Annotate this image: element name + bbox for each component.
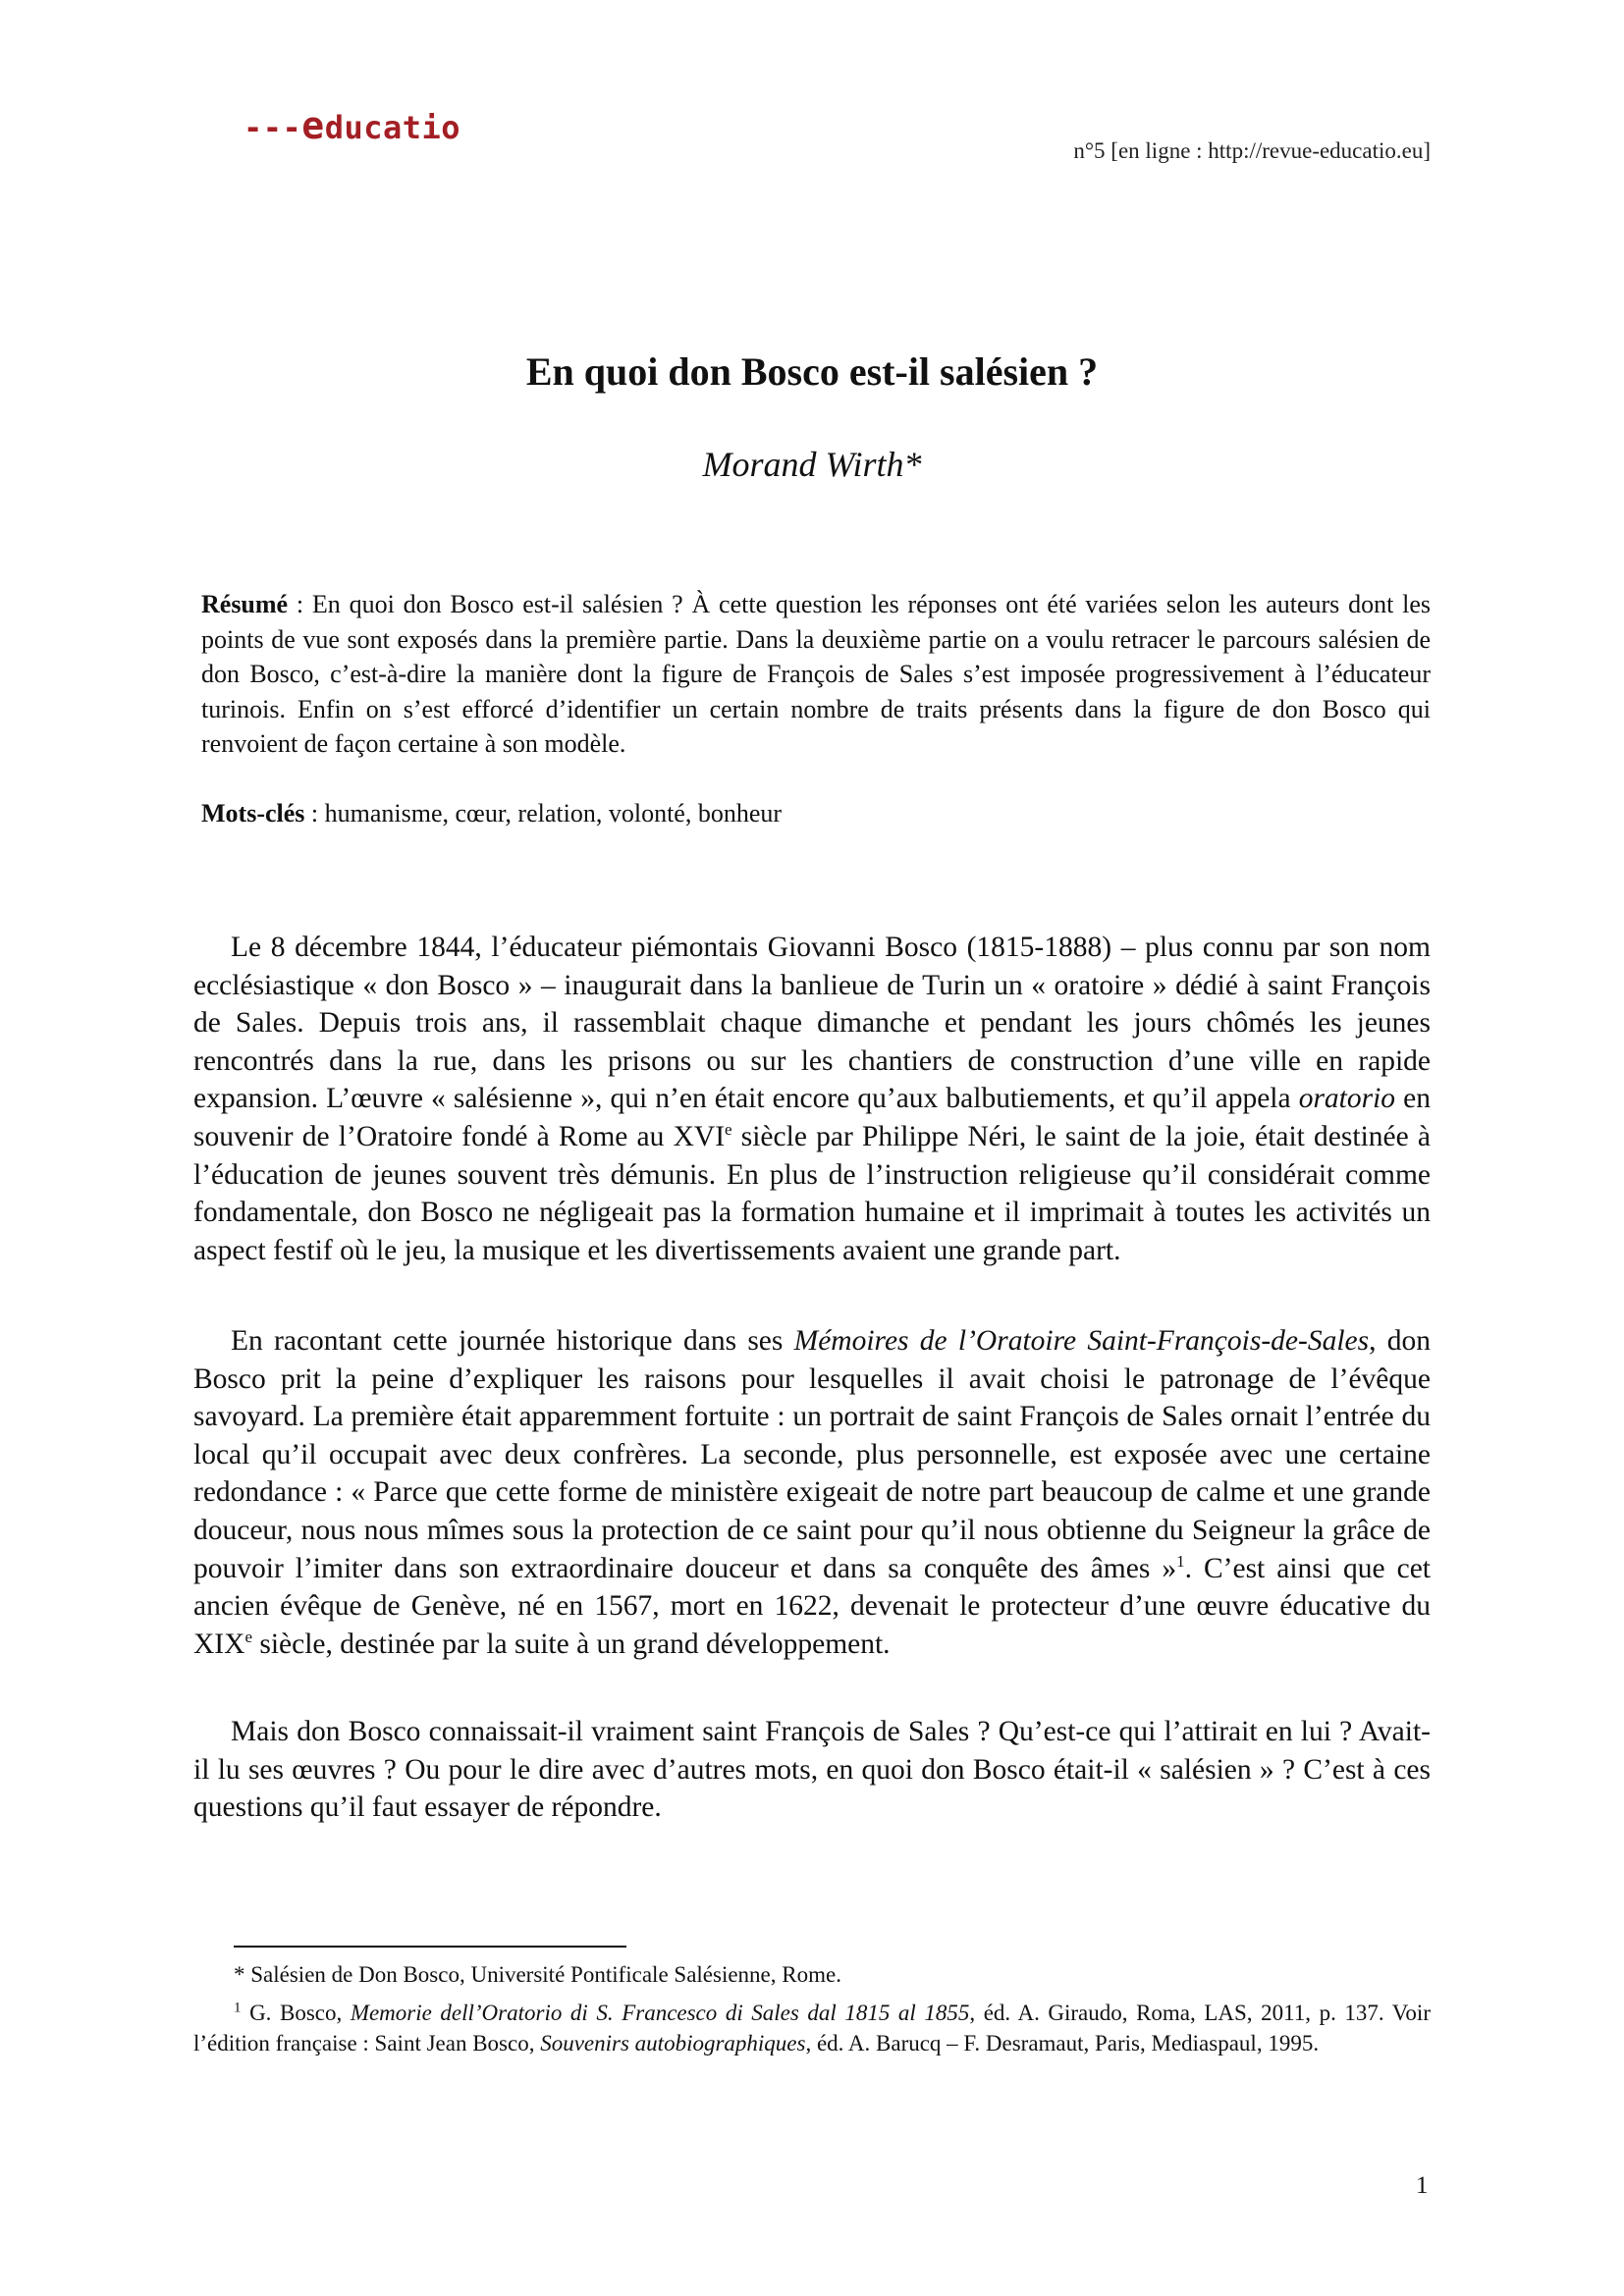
p2-italic: Mémoires de l’Oratoire Saint-François-de-Sales [793, 1325, 1370, 1357]
p2-text-b: , don Bosco prit la peine d’expliquer les raisons pour lesquelles il avait choisi le patronage de l’évêque savoyard. La première était apparemment fortuite : un portrait de saint François de Sales ornait l’entrée du local qu’il occupait avec deux confrères. La seconde, plus personnelle, est exposée avec une certaine redondance : « Parce que cette forme de ministère exigeait de notre part beaucoup de calme et une grande douceur, nous nous mîmes sous la protection de ce saint pour qu’il nous obtienne du Seigneur la grâce de pouvoir l’imiter dans son extraordinaire douceur et dans sa conquête des âmes » [193, 1325, 1431, 1584]
p2-superscript: e [244, 1627, 252, 1646]
keywords-label: Mots-clés [201, 799, 305, 828]
footnote-1-italic-2: Souvenirs autobiographiques [540, 2030, 806, 2056]
footnote-separator [234, 1946, 626, 1948]
p2-text-d: siècle, destinée par la suite à un grand développement. [251, 1628, 891, 1660]
abstract-text: : En quoi don Bosco est-il salésien ? À cette question les réponses ont été variées selon les auteurs dont les points de vue sont exposés dans la première partie. Dans la deuxième partie on a voulu retracer le parcours salésien de don Bosco, c’est-à-dire la manière dont la figure de François de Sales s’est imposée progressivement à l’éducateur turinois. Enfin on s’est efforcé d’identifier un certain nombre de traits présents dans la figure de don Bosco qui renvoient de façon certaine à son modèle. [201, 590, 1431, 758]
logo-dashes: --- [244, 109, 302, 146]
abstract-label: Résumé [201, 590, 289, 618]
logo-text: ducatio [324, 109, 461, 146]
body-paragraph-1 [193, 929, 1431, 1269]
body-paragraph-2 [193, 1322, 1431, 1663]
p1-text-a: Le 8 décembre 1844, l’éducateur piémontais Giovanni Bosco (1815-1888) – plus connu par son nom ecclésiastique « don Bosco » – inaugurait dans la banlieue de Turin un « oratoire » dédié à saint François de Sales. Depuis trois ans, il rassemblait chaque dimanche et pendant les jours chômés les jeunes rencontrés dans la rue, dans les prisons ou sur les chantiers de construction d’une ville en rapide expansion. L’œuvre « salésienne », qui n’en était encore qu’aux balbutiements, et qu’il appela [193, 932, 1431, 1115]
footnote-1-text-b: , éd. A. Giraudo, Roma, LAS, 2011, p. 137. Voir l’édition française : Saint Jean Bosco, [193, 2001, 1431, 2056]
footnote-1-mark: 1 [234, 2000, 242, 2016]
keywords [201, 796, 1431, 831]
logo-e-letter: e [301, 104, 325, 147]
journal-logo [244, 104, 460, 147]
p2-text-c: . C’est ainsi que cet ancien évêque de Genève, né en 1567, mort en 1622, devenait le protecteur d’une œuvre éducative du XIX [193, 1552, 1431, 1660]
footnote-1 [193, 1999, 1431, 2058]
footnote-1-text-c: , éd. A. Barucq – F. Desramaut, Paris, Mediaspaul, 1995. [805, 2030, 1320, 2056]
body-paragraph-3: Mais don Bosco connaissait-il vraiment saint François de Sales ? Qu’est-ce qui l’attirait en lui ? Avait-il lu ses œuvres ? Ou pour le dire avec d’autres mots, en quoi don Bosco était-il « salésien » ? C’est à ces questions qu’il faut essayer de répondre. [193, 1716, 1431, 1824]
p1-text-b: en souvenir de l’Oratoire fondé à Rome au XVI [193, 1083, 1431, 1152]
p2-text-a: En racontant cette journée historique dans ses [231, 1325, 794, 1357]
article-title: En quoi don Bosco est-il salésien ? [525, 349, 1099, 394]
article-author: Morand Wirth* [702, 445, 922, 484]
p1-italic: oratorio [1298, 1083, 1396, 1115]
page-number: 1 [1416, 2172, 1429, 2199]
p1-text-c: siècle par Philippe Néri, le saint de la joie, était destinée à l’éducation de jeunes souvent très démunis. En plus de l’instruction religieuse qu’il considérait comme fondamentale, don Bosco ne négligeait pas la formation humaine et il imprimait à toutes les activités un aspect festif où le jeu, la musique et les divertissements avaient une grande part. [193, 1120, 1431, 1266]
footnote-ref-1[interactable]: 1 [1176, 1551, 1185, 1571]
keywords-text: : humanisme, cœur, relation, volonté, bonheur [304, 799, 783, 828]
footnote-1-italic: Memorie dell’Oratorio di S. Francesco di Sales dal 1815 al 1855 [350, 2001, 970, 2025]
abstract [201, 587, 1431, 762]
footnote-1-text-a: G. Bosco, [241, 2001, 351, 2025]
footnote-author: * Salésien de Don Bosco, Université Pontificale Salésienne, Rome. [234, 1962, 841, 1987]
issue-info: n°5 [en ligne : http://revue-educatio.eu] [1073, 138, 1431, 163]
p1-superscript: e [725, 1120, 732, 1140]
